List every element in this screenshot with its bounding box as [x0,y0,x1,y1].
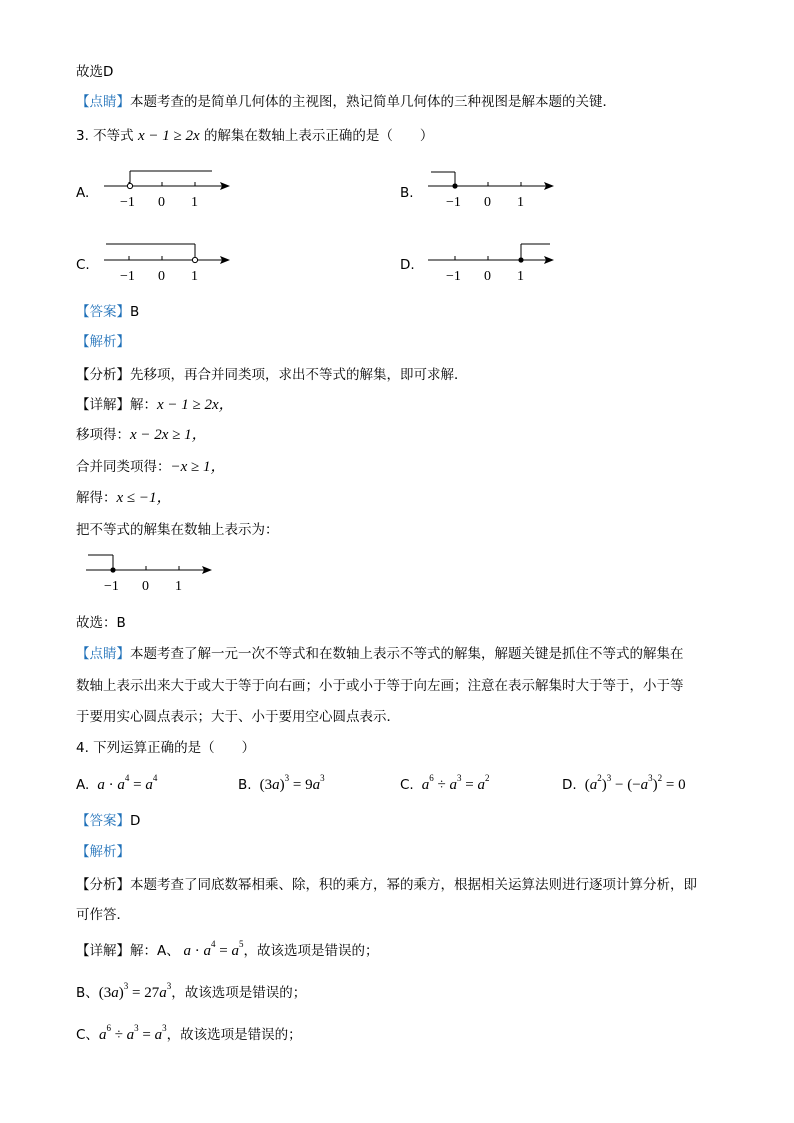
analysis-heading: 【解析】 [76,334,130,350]
choice-line: 故选：B [76,615,126,631]
tick-label: 1 [191,269,198,284]
tick-label: 0 [484,195,491,210]
inequality-expression: x − 1 ≥ 2x [137,128,200,144]
analysis-line: 可作答． [76,907,130,923]
question-4: 4. 下列运算正确的是（ ） [76,740,256,756]
tick-label: 1 [191,195,198,210]
tick-label: 0 [484,269,491,284]
solution-number-line [86,548,216,596]
note-line: 于要用实心圆点表示；大于、小于要用空心圆点表示． [76,709,400,725]
number-line-b [428,164,558,212]
text-line: 故选D [76,64,114,80]
step-line: 移项得：x − 2x ≥ 1， [76,427,207,443]
option-b-label: B. [400,185,414,201]
number-line-d [428,238,558,286]
step-line: 解得：x ≤ −1， [76,490,172,506]
note-line: 数轴上表示出来大于或大于等于向右画；小于或小于等于向左画；注意在表示解集时大于等于，小于等 [76,678,684,694]
tick-label: 0 [158,269,165,284]
answer-line: 【答案】B [76,304,140,320]
q4-option-b: B. $(3a)^3 = 9a^3$ [238,773,325,793]
detail-line: C、$a^6 \div a^3 = a^3$，故该选项是错误的； [76,1023,302,1043]
detail-line: 【详解】解：A、 $a \cdot a^4 = a^5$，故该选项是错误的； [76,939,379,959]
tick-label: 0 [142,579,149,594]
note-line: 【点睛】本题考查了解一元一次不等式和在数轴上表示不等式的解集，解题关键是抓住不等式的解集在 [76,646,684,662]
detail-line: B、$(3a)^3 = 27a^3$，故该选项是错误的； [76,981,307,1001]
step-line: 合并同类项得：−x ≥ 1， [76,459,226,475]
tick-label: 1 [175,579,182,594]
step-line: 把不等式的解集在数轴上表示为： [76,522,279,538]
analysis-line: 【分析】本题考查了同底数幂相乘、除，积的乘方，幂的乘方，根据相关运算法则进行逐项计算分析，即 [76,877,697,893]
q4-option-a: A. $a \cdot a^4 = a^4$ [76,773,158,793]
tick-label: −1 [446,269,461,284]
tick-label: 0 [158,195,165,210]
option-c-label: C. [76,257,90,273]
note-line: 【点睛】本题考查的是简单几何体的主视图，熟记简单几何体的三种视图是解本题的关键． [76,94,616,110]
analysis-heading: 【解析】 [76,844,130,860]
q4-option-d: D. $(a^2)^3 - (-a^3)^2 = 0$ [562,773,686,793]
number-line-c [104,238,234,286]
answer-line: 【答案】D [76,813,141,829]
tick-label: −1 [446,195,461,210]
analysis-line: 【分析】先移项，再合并同类项，求出不等式的解集，即可求解． [76,367,468,383]
tick-label: −1 [120,195,135,210]
tick-label: −1 [104,579,119,594]
tick-label: −1 [120,269,135,284]
detail-line: 【详解】解：x − 1 ≥ 2x， [76,397,234,413]
note-tag: 【点睛】 [76,94,130,110]
number-line-a [104,164,234,212]
q4-option-c: C. $a^6 \div a^3 = a^2$ [400,773,490,793]
tick-label: 1 [517,269,524,284]
option-a-label: A. [76,185,90,201]
question-3: 3. 不等式 x − 1 ≥ 2x 的解集在数轴上表示正确的是（ ） [76,128,434,144]
option-d-label: D. [400,257,415,273]
tick-label: 1 [517,195,524,210]
